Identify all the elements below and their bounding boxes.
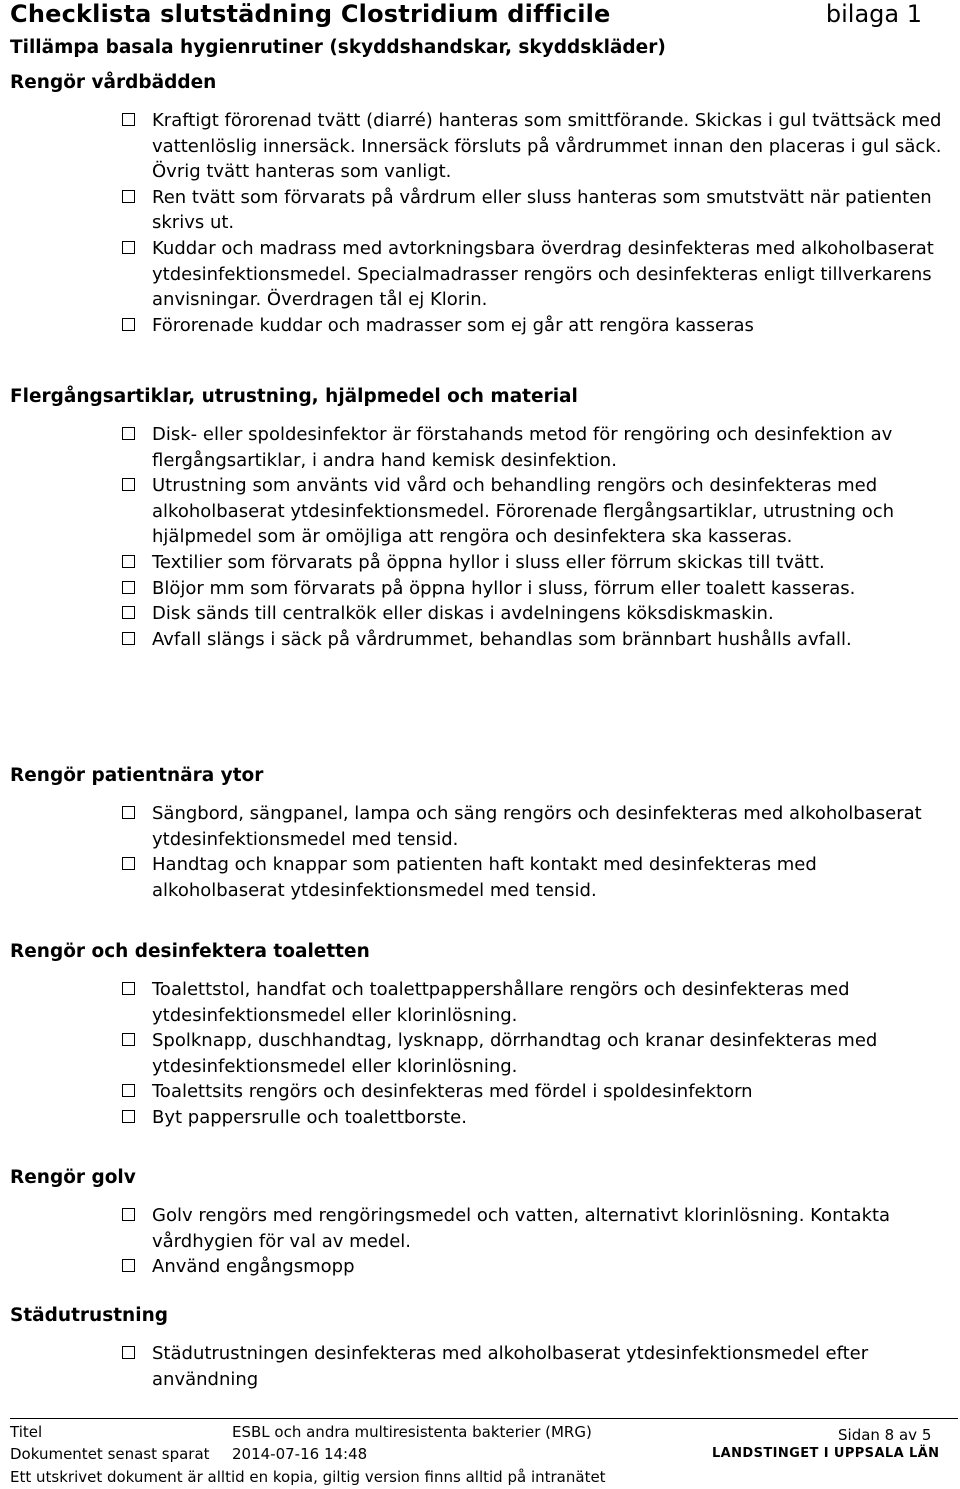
checklist-item[interactable] (120, 473, 950, 550)
checkbox-icon[interactable] (122, 581, 135, 594)
item-text: Byt pappersrulle och toalettborste. (152, 1106, 467, 1128)
checklist-item[interactable] (120, 422, 950, 473)
page-title: Checklista slutstädning Clostridium difficile (10, 0, 611, 28)
item-text: Städutrustningen desinfekteras med alkoholbaserat ytdesinfektionsmedel efter användning (152, 1343, 869, 1390)
footer-page-info: Sidan 8 av 5 (838, 1426, 932, 1444)
checkbox-icon[interactable] (122, 427, 135, 440)
section-heading-vardbadden: Rengör vårdbädden (10, 72, 217, 93)
checklist-item[interactable] (120, 576, 950, 602)
checkbox-icon[interactable] (122, 318, 135, 331)
item-text: Utrustning som använts vid vård och behandling rengörs och desinfekteras med alkoholbaserat ytdesinfektionsmedel. Förorenade flergångsartiklar, utrustning och hjälpmedel som är omöjliga att rengöra och desinfektera ska kasseras. (152, 475, 895, 548)
checklist-item[interactable] (120, 108, 950, 185)
checklist-item[interactable] (120, 1341, 950, 1392)
item-text: Avfall slängs i säck på vårdrummet, behandlas som brännbart hushålls avfall. (152, 628, 852, 650)
checkbox-icon[interactable] (122, 1208, 135, 1221)
item-text: Disk- eller spoldesinfektor är förstahands metod för rengöring och desinfektion av flergångsartiklar, i andra hand kemisk desinfektion. (152, 424, 893, 471)
checkbox-icon[interactable] (122, 1259, 135, 1272)
checkbox-icon[interactable] (122, 1033, 135, 1046)
checklist-flergangsartiklar (120, 422, 950, 652)
checkbox-icon[interactable] (122, 555, 135, 568)
subtitle: Tillämpa basala hygienrutiner (skyddshandskar, skyddskläder) (10, 37, 666, 58)
checkbox-icon[interactable] (122, 1346, 135, 1359)
checklist-golv (120, 1203, 950, 1280)
section-heading-patientnara-ytor: Rengör patientnära ytor (10, 765, 264, 786)
checklist-item[interactable] (120, 1203, 950, 1254)
checklist-stadutrustning (120, 1341, 950, 1392)
checkbox-icon[interactable] (122, 1110, 135, 1123)
checklist-item[interactable] (120, 550, 950, 576)
checkbox-icon[interactable] (122, 632, 135, 645)
item-text: Kraftigt förorenad tvätt (diarré) hanteras som smittförande. Skickas i gul tvättsäck med vattenlöslig innersäck. Innersäck försluts på vårdrummet innan den placeras i gul säck. Övrig tvätt hanteras som vanligt. (152, 110, 942, 183)
checklist-item[interactable] (120, 627, 950, 653)
footer-title-value: ESBL och andra multiresistenta bakterier (MRG) (232, 1423, 592, 1441)
footer-saved-value: 2014-07-16 14:48 (232, 1445, 368, 1463)
checklist-item[interactable] (120, 236, 950, 313)
checkbox-icon[interactable] (122, 857, 135, 870)
footer-title-label: Titel (10, 1423, 43, 1441)
checklist-item[interactable] (120, 1079, 950, 1105)
checklist-vardbadden (120, 108, 950, 338)
checklist-item[interactable] (120, 1254, 950, 1280)
checkbox-icon[interactable] (122, 478, 135, 491)
item-text: Sängbord, sängpanel, lampa och säng rengörs och desinfekteras med alkoholbaserat ytdesinfektionsmedel med tensid. (152, 803, 922, 850)
item-text: Kuddar och madrass med avtorkningsbara överdrag desinfekteras med alkoholbaserat ytdesinfektionsmedel. Specialmadrasser rengörs och desinfekteras enligt tillverkarens anvisningar. Överdragen tål ej Klorin. (152, 237, 934, 311)
checklist-patientnara-ytor (120, 801, 950, 903)
section-heading-toaletten: Rengör och desinfektera toaletten (10, 941, 370, 962)
footer-saved-label: Dokumentet senast sparat (10, 1445, 210, 1463)
checklist-item[interactable] (120, 185, 950, 236)
checklist-item[interactable] (120, 852, 950, 903)
footer-disclaimer: Ett utskrivet dokument är alltid en kopia, giltig version finns alltid på intranätet (10, 1468, 606, 1486)
item-text: Disk sänds till centralkök eller diskas i avdelningens köksdiskmaskin. (152, 603, 774, 625)
section-heading-golv: Rengör golv (10, 1167, 136, 1188)
item-text: Textilier som förvarats på öppna hyllor i sluss eller förrum skickas till tvätt. (152, 551, 825, 573)
checkbox-icon[interactable] (122, 1084, 135, 1097)
attachment-label: bilaga 1 (825, 0, 922, 28)
checkbox-icon[interactable] (122, 190, 135, 203)
checklist-item[interactable] (120, 1028, 950, 1079)
item-text: Toalettsits rengörs och desinfekteras med fördel i spoldesinfektorn (152, 1081, 753, 1103)
item-text: Toalettstol, handfat och toalettpappershållare rengörs och desinfekteras med ytdesinfektionsmedel eller klorinlösning. (152, 979, 850, 1026)
item-text: Förorenade kuddar och madrasser som ej går att rengöra kasseras (152, 314, 754, 336)
footer-organization: LANDSTINGET I UPPSALA LÄN (712, 1446, 940, 1461)
item-text: Ren tvätt som förvarats på vårdrum eller sluss hanteras som smutstvätt när patienten skrivs ut. (152, 186, 932, 234)
item-text: Golv rengörs med rengöringsmedel och vatten, alternativt klorinlösning. Kontakta vårdhygien för val av medel. (152, 1205, 891, 1252)
checklist-item[interactable] (120, 801, 950, 852)
section-heading-flergangsartiklar: Flergångsartiklar, utrustning, hjälpmedel och material (10, 386, 578, 407)
checklist-item[interactable] (120, 313, 950, 339)
item-text: Använd engångsmopp (152, 1256, 355, 1278)
item-text: Blöjor mm som förvarats på öppna hyllor i sluss, förrum eller toalett kasseras. (152, 577, 856, 599)
checklist-toaletten (120, 977, 950, 1131)
footer-divider (10, 1418, 958, 1419)
section-heading-stadutrustning: Städutrustning (10, 1305, 168, 1326)
checklist-item[interactable] (120, 977, 950, 1028)
checkbox-icon[interactable] (122, 241, 135, 254)
checkbox-icon[interactable] (122, 606, 135, 619)
checkbox-icon[interactable] (122, 113, 135, 126)
checklist-item[interactable] (120, 1105, 950, 1131)
checklist-item[interactable] (120, 601, 950, 627)
checkbox-icon[interactable] (122, 982, 135, 995)
checkbox-icon[interactable] (122, 806, 135, 819)
item-text: Spolknapp, duschhandtag, lysknapp, dörrhandtag och kranar desinfekteras med ytdesinfektionsmedel eller klorinlösning. (152, 1030, 878, 1077)
item-text: Handtag och knappar som patienten haft kontakt med desinfekteras med alkoholbaserat ytdesinfektionsmedel med tensid. (152, 854, 817, 901)
